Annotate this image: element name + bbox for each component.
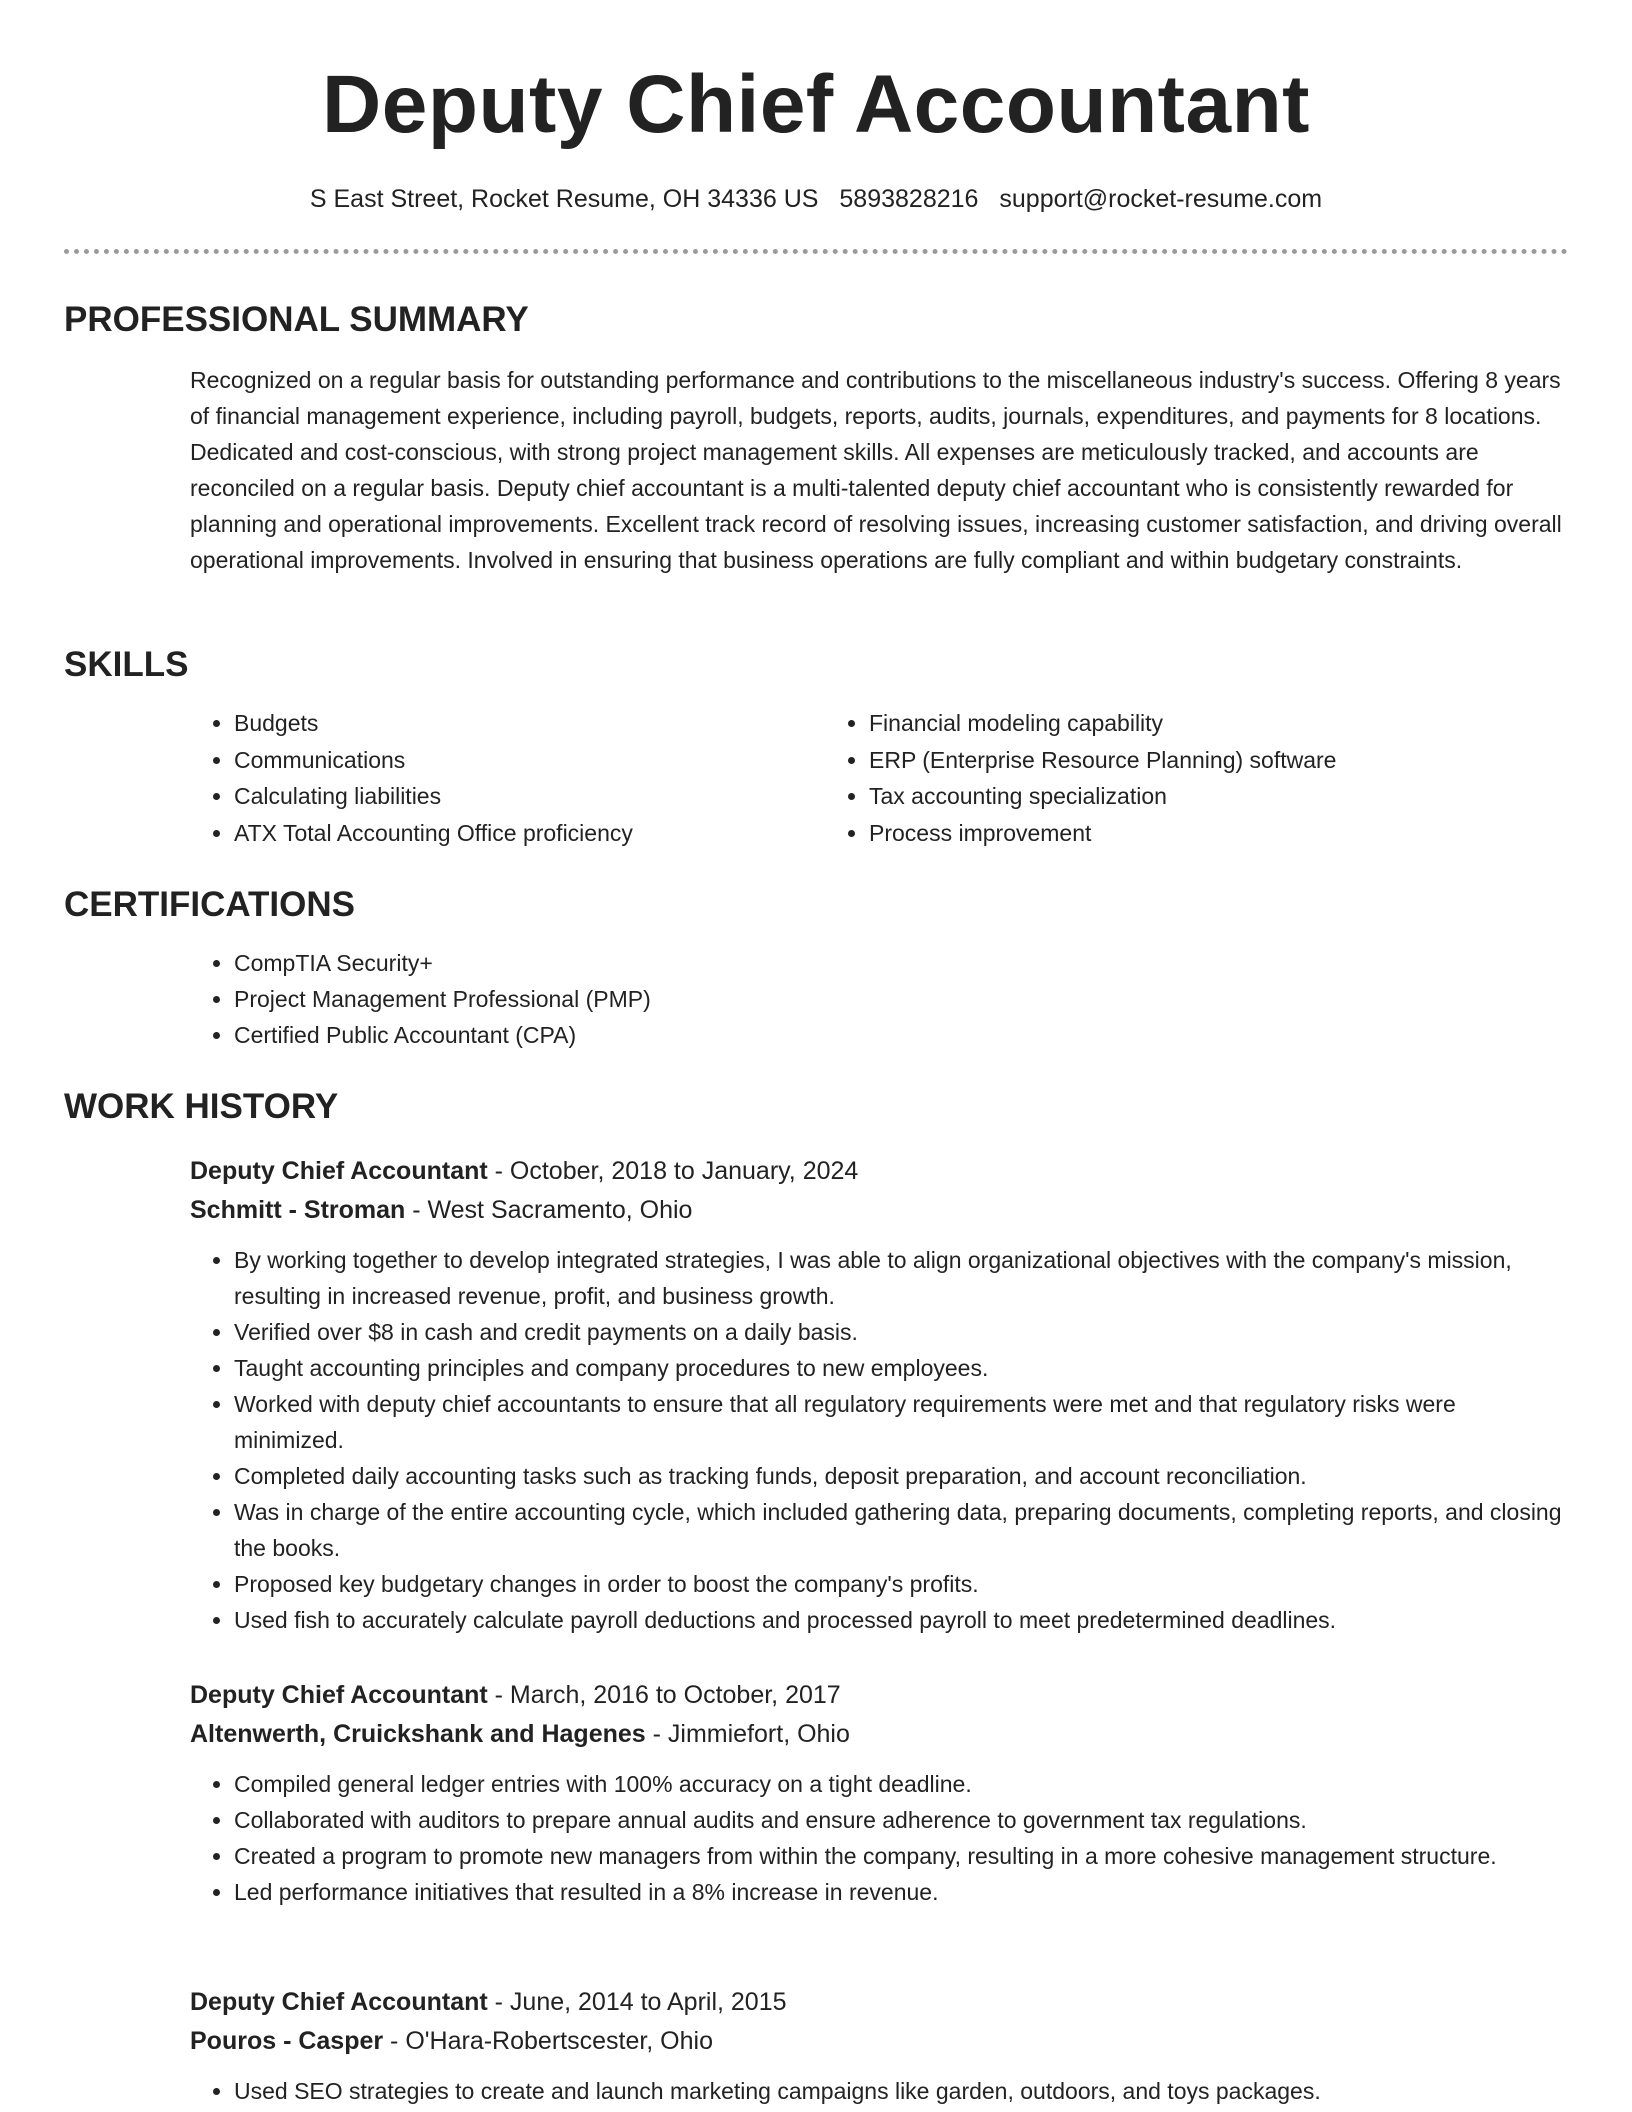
job-block [190, 1152, 1568, 1638]
summary-text: Recognized on a regular basis for outstanding performance and contributions to the miscellaneous industry's success. Offering 8 years of financial management experience, including payroll, budgets, reports, audits, journals, expenditures, and payments for 8 locations. Dedicated and cost-conscious, with strong project management skills. All expenses are meticulously tracked, and accounts are reconciled on a regular basis. Deputy chief accountant is a multi-talented deputy chief accountant who is consistently rewarded for planning and operational improvements. Excellent track record of resolving issues, increasing customer satisfaction, and driving overall operational improvements. Involved in ensuring that business operations are fully compliant and within budgetary constraints. [190, 367, 1562, 573]
certification-item: • CompTIA Security+ [234, 945, 1568, 981]
skill-item: • Financial modeling capability [869, 705, 1460, 742]
skill-item: • Calculating liabilities [234, 778, 825, 815]
job-location: - O'Hara-Robertscester, Ohio [383, 2027, 713, 2055]
skills-list-right [825, 705, 1460, 851]
contact-email: support@rocket-resume.com [999, 185, 1323, 213]
job-company-line [190, 1191, 1568, 1230]
job-bullet: • Proposed key budgetary changes in order to boost the company's profits. [234, 1566, 1568, 1602]
skills-list-left [190, 705, 825, 851]
job-bullet: • By working together to develop integrated strategies, I was able to align organizational objectives with the company's mission, resulting in increased revenue, profit, and business growth. [234, 1242, 1568, 1314]
contact-line [0, 182, 1632, 216]
job-bullet: • Completed daily accounting tasks such as tracking funds, deposit preparation, and account reconciliation. [234, 1458, 1568, 1494]
work-history-title: WORK HISTORY [64, 1087, 339, 1126]
job-bullet: • Worked with deputy chief accountants to ensure that all regulatory requirements were met and that regulatory risks were minimized. [234, 1386, 1568, 1458]
job-company-line [190, 1715, 1568, 1754]
job-entry [64, 1152, 1568, 1638]
job-role: Deputy Chief Accountant [190, 1988, 488, 2016]
job-company: Pouros - Casper [190, 2027, 384, 2055]
certifications-section [64, 883, 1568, 1053]
header-divider [64, 249, 1568, 254]
job-location: - West Sacramento, Ohio [405, 1196, 693, 1224]
work-history-section [64, 1085, 1568, 1129]
job-title-line [190, 1983, 1568, 2022]
job-company: Schmitt - Stroman [190, 1196, 406, 1224]
certification-item: • Project Management Professional (PMP) [234, 981, 1568, 1017]
certification-item: • Certified Public Accountant (CPA) [234, 1017, 1568, 1053]
skill-item: • Communications [234, 742, 825, 779]
job-bullet: • Collaborated with auditors to prepare annual audits and ensure adherence to government tax regulations. [234, 1802, 1568, 1838]
job-dates: - March, 2016 to October, 2017 [487, 1681, 841, 1709]
summary-section [64, 298, 1568, 578]
certifications-list [190, 945, 1568, 1053]
job-location: - Jimmiefort, Ohio [645, 1720, 850, 1748]
skill-item: • ATX Total Accounting Office proficiency [234, 815, 825, 852]
contact-phone: 5893828216 [839, 185, 979, 213]
certifications-title: CERTIFICATIONS [64, 885, 356, 924]
job-bullet: • Compiled general ledger entries with 100% accuracy on a tight deadline. [234, 1766, 1568, 1802]
contact-address: S East Street, Rocket Resume, OH 34336 US [309, 185, 819, 213]
skill-item: • Process improvement [869, 815, 1460, 852]
job-bullet: • Created a program to promote new managers from within the company, resulting in a more cohesive management structure. [234, 1838, 1568, 1874]
job-bullets [190, 1766, 1568, 1910]
job-entry [64, 1983, 1568, 2109]
job-bullet: • Verified over $8 in cash and credit payments on a daily basis. [234, 1314, 1568, 1350]
job-title-line [190, 1676, 1568, 1715]
job-bullet: • Used fish to accurately calculate payroll deductions and processed payroll to meet predetermined deadlines. [234, 1602, 1568, 1638]
job-role: Deputy Chief Accountant [190, 1681, 488, 1709]
summary-title: PROFESSIONAL SUMMARY [64, 300, 529, 339]
job-bullet: • Led performance initiatives that resulted in a 8% increase in revenue. [234, 1874, 1568, 1910]
job-title-line [190, 1152, 1568, 1191]
job-company-line [190, 2022, 1568, 2061]
skills-section [64, 643, 1568, 851]
skill-item: • Budgets [234, 705, 825, 742]
skill-item: • ERP (Enterprise Resource Planning) software [869, 742, 1460, 779]
job-dates: - October, 2018 to January, 2024 [487, 1157, 859, 1185]
skills-title: SKILLS [64, 645, 189, 684]
job-block [190, 1983, 1568, 2109]
job-dates: - June, 2014 to April, 2015 [487, 1988, 787, 2016]
skill-item: • Tax accounting specialization [869, 778, 1460, 815]
job-company: Altenwerth, Cruickshank and Hagenes [190, 1720, 646, 1748]
job-bullet: • Was in charge of the entire accounting cycle, which included gathering data, preparing documents, completing reports, and closing the books. [234, 1494, 1568, 1566]
job-bullet: • Used SEO strategies to create and launch marketing campaigns like garden, outdoors, and toys packages. [234, 2073, 1568, 2109]
job-bullets [190, 1242, 1568, 1638]
skills-grid [190, 705, 1568, 851]
job-bullet: • Taught accounting principles and company procedures to new employees. [234, 1350, 1568, 1386]
job-entry [64, 1676, 1568, 1910]
job-block [190, 1676, 1568, 1910]
candidate-name: Deputy Chief Accountant [322, 59, 1310, 150]
job-bullets [190, 2073, 1568, 2109]
job-role: Deputy Chief Accountant [190, 1157, 488, 1185]
